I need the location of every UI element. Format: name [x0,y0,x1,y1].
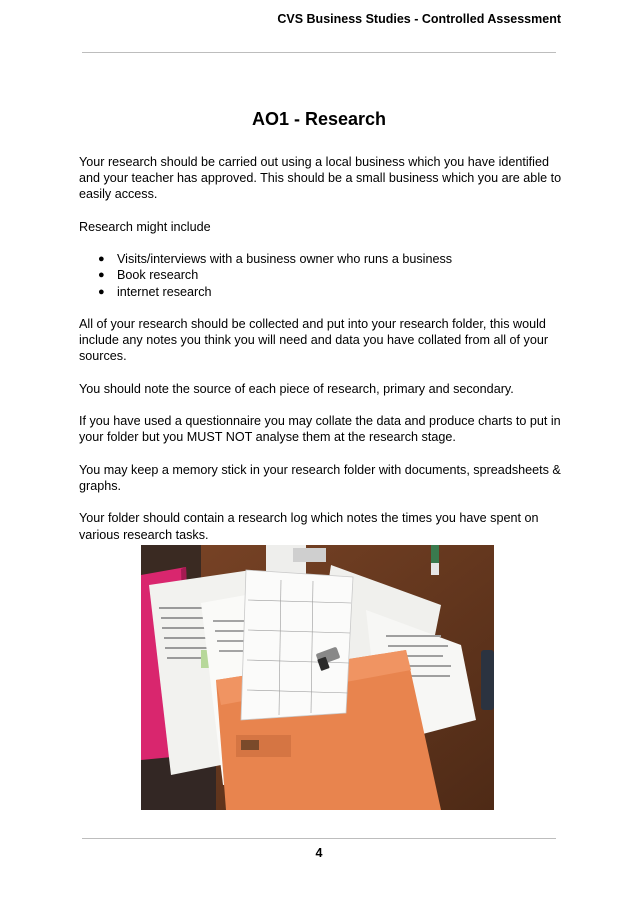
research-might-include: Research might include [79,219,211,234]
research-list [79,251,567,300]
list-item: ● Visits/interviews with a business owner who runs a business [98,252,453,267]
bullet-icon: ● [98,285,105,298]
page-number: 4 [315,846,323,860]
research-folder-photo [141,545,494,810]
research-log-paragraph: Your folder should contain a research log which notes the times you have spent on various research tasks. [79,511,539,542]
section-heading: AO1 - Research [251,109,387,129]
bullet-icon: ● [98,269,105,282]
document-header-title: CVS Business Studies - Controlled Assessment [277,12,561,26]
body-content [79,154,567,559]
list-item: ● Book research [98,268,199,283]
bullet-icon: ● [98,253,105,266]
questionnaire-paragraph: If you have used a questionnaire you may collate the data and produce charts to put in your folder but you MUST NOT analyse them at the research stage. [79,414,561,445]
intro-paragraph: Your research should be carried out using a local business which you have identified and your teacher has approved. This should be a small business which you are able to easily access. [79,155,562,202]
header-divider [82,52,556,53]
list-item: ● internet research [98,284,212,299]
collected-paragraph: All of your research should be collected and put into your research folder, this would include any notes you think you will need and data you have collated from all of your sources. [79,316,549,364]
footer-divider [82,838,556,839]
source-paragraph: You should note the source of each piece of research, primary and secondary. [79,381,514,396]
memory-stick-paragraph: You may keep a memory stick in your research folder with documents, spreadsheets & graphs. [79,462,561,493]
